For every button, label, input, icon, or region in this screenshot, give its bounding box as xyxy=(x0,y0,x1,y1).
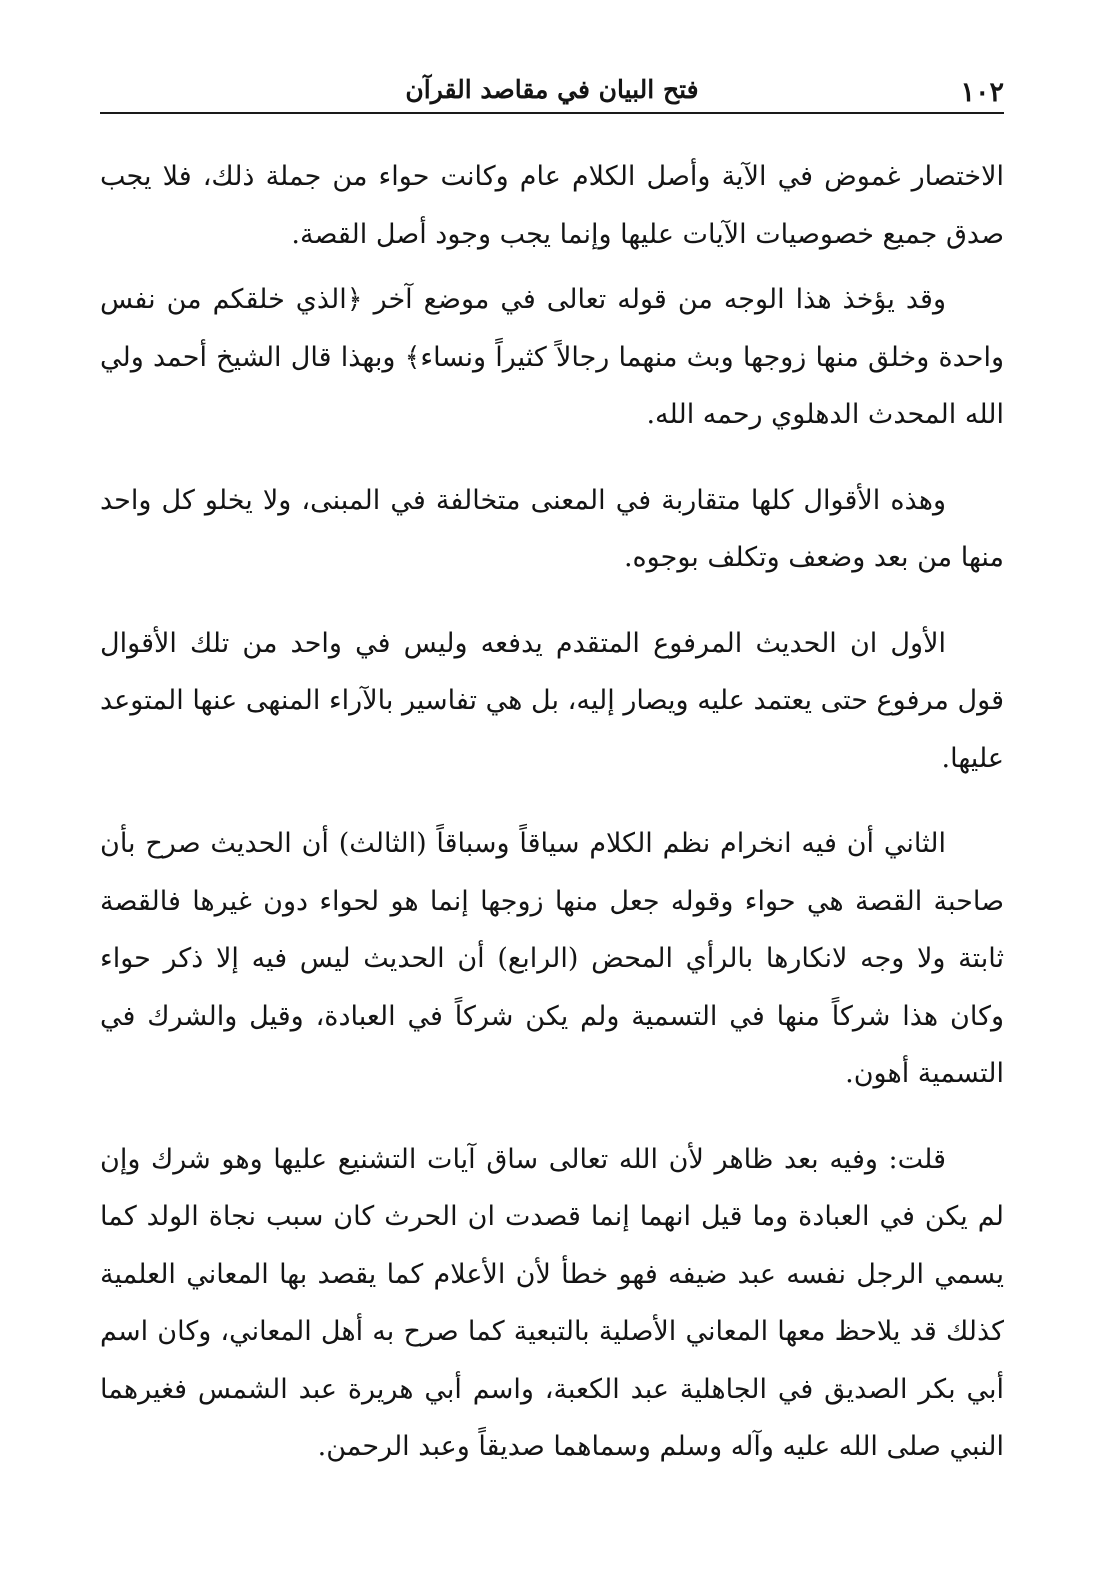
paragraph-1: الاختصار غموض في الآية وأصل الكلام عام وكانت حواء من جملة ذلك، فلا يجب صدق جميع خصوصيات الآيات عليها وإنما يجب وجود أصل القصة. xyxy=(100,161,1004,250)
book-title: فتح البيان في مقاصد القرآن xyxy=(405,75,699,104)
running-header xyxy=(100,60,1004,114)
paragraph-4: الأول ان الحديث المرفوع المتقدم يدفعه وليس في واحد من تلك الأقوال قول مرفوع حتى يعتمد عليه ويصار إليه، بل هي تفاسير بالآراء المنهى عنها المتوعد عليها. xyxy=(100,627,1004,774)
page-number: ١٠٢ xyxy=(960,77,1004,108)
body-text xyxy=(100,148,1004,1476)
paragraph-5: الثاني أن فيه انخرام نظم الكلام سياقاً وسباقاً (الثالث) أن الحديث صرح بأن صاحبة القصة هي حواء وقوله جعل منها زوجها إنما هو لحواء دون غيرها فالقصة ثابتة ولا وجه لانكارها بالرأي المحض (الرابع) أن الحديث ليس فيه إلا ذكر حواء وكان هذا شركاً منها في التسمية ولم يكن شركاً في العبادة، وقيل والشرك في التسمية أهون. xyxy=(100,828,1005,1089)
paragraph-2: وقد يؤخذ هذا الوجه من قوله تعالى في موضع آخر ﴿الذي خلقكم من نفس واحدة وخلق منها زوجها وبث منهما رجالاً كثيراً ونساء﴾ وبهذا قال الشيخ أحمد ولي الله المحدث الدهلوي رحمه الله. xyxy=(100,284,1004,430)
paragraph-6: قلت: وفيه بعد ظاهر لأن الله تعالى ساق آيات التشنيع عليها وهو شرك وإن لم يكن في العبادة وما قيل انهما إنما قصدت ان الحرث كان سبب نجاة الولد كما يسمي الرجل نفسه عبد ضيفه فهو خطأ لأن الأعلام كما يقصد بها المعاني العلمية كذلك قد يلاحظ معها المعاني الأصلية بالتبعية كما صرح به أهل المعاني، وكان اسم أبي بكر الصديق في الجاهلية عبد الكعبة، واسم أبي هريرة عبد الشمس فغيرهما النبي صلى الله عليه وآله وسلم وسماهما صديقاً وعبد الرحمن. xyxy=(100,1143,1004,1462)
paragraph-3: وهذه الأقوال كلها متقاربة في المعنى متخالفة في المبنى، ولا يخلو كل واحد منها من بعد وضعف وتكلف بوجوه. xyxy=(100,484,1004,573)
